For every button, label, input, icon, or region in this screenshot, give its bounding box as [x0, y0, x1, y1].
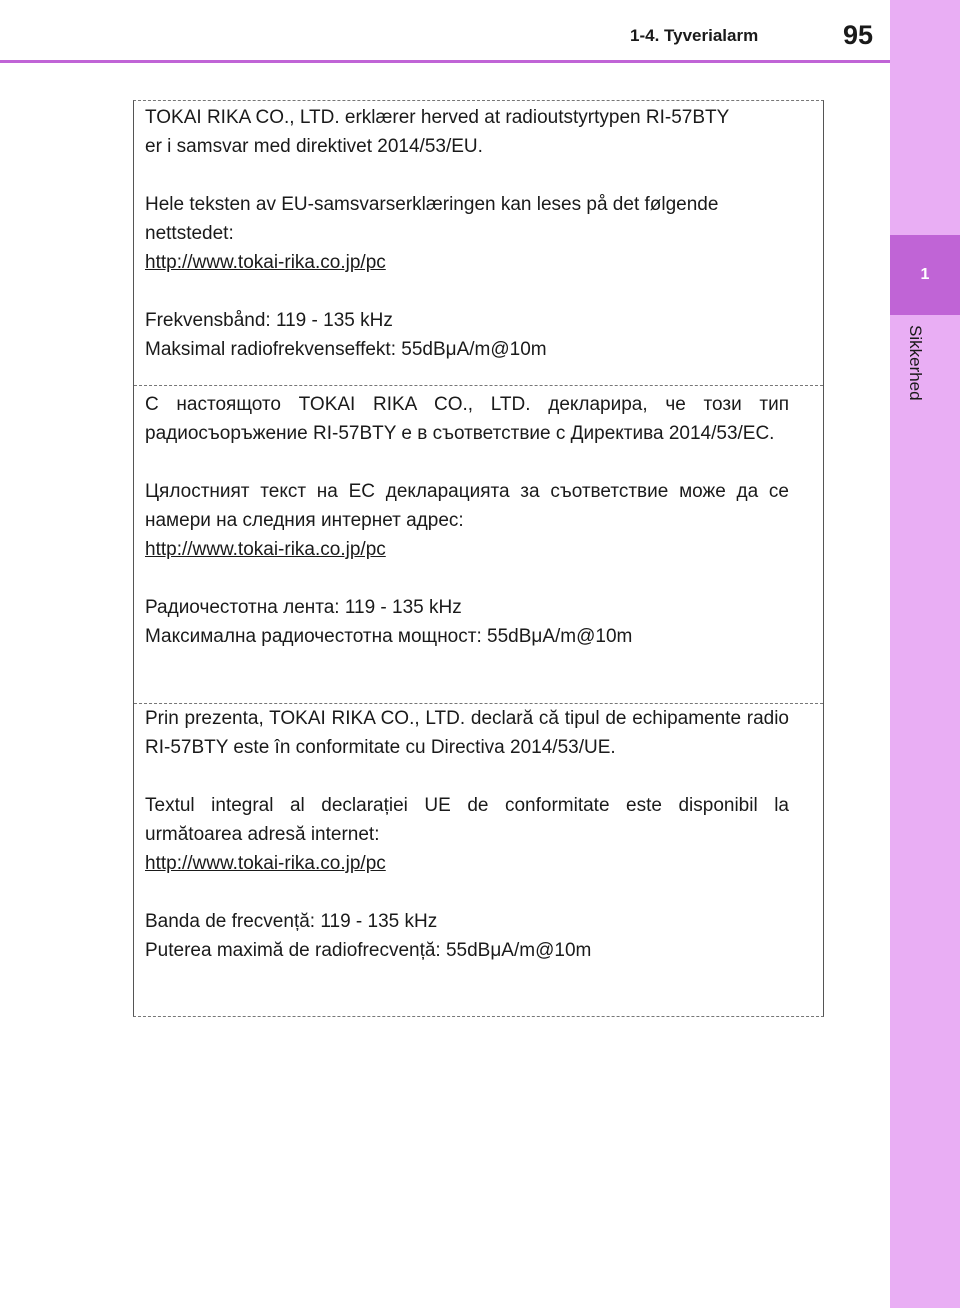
declaration-link[interactable]: http://www.tokai-rika.co.jp/pc — [145, 252, 386, 273]
text-line: Frekvensbånd: 119 - 135 kHz — [145, 310, 393, 331]
text-line: nettstedet: — [145, 223, 234, 244]
text-paragraph: С настоящото TOKAI RIKA CO., LTD. декларира, че този тип радиосъоръжение RI-57BTY е в съответствие с Директива 2014/53/ЕС. — [145, 394, 789, 444]
text-line: Максимална радиочестотна мощност: 55dBμA/m@10m — [145, 626, 633, 647]
section-title: 1-4. Tyverialarm — [630, 26, 759, 45]
text-paragraph: Textul integral al declarației UE de conformitate este disponibil la următoarea adresă internet: — [145, 795, 789, 845]
text-line: er i samsvar med direktivet 2014/53/EU. — [145, 136, 483, 157]
text-line: Hele teksten av EU-samsvarserklæringen kan leses på det følgende — [145, 194, 719, 215]
chapter-label: Sikkerhed — [906, 325, 925, 401]
declaration-section-norwegian — [134, 103, 823, 364]
declaration-section-romanian — [134, 703, 823, 965]
text-line: Радиочестотна лента: 119 - 135 kHz — [145, 597, 462, 618]
header-rule — [0, 60, 890, 63]
page-number: 95 — [843, 20, 874, 50]
chapter-tab[interactable] — [890, 235, 960, 315]
text-line: TOKAI RIKA CO., LTD. erklærer herved at radioutstyrtypen RI-57BTY — [145, 107, 730, 128]
declaration-link[interactable]: http://www.tokai-rika.co.jp/pc — [145, 539, 386, 560]
text-line: Puterea maximă de radiofrecvență: 55dBμA/m@10m — [145, 940, 592, 961]
text-line: Banda de frecvență: 119 - 135 kHz — [145, 911, 438, 932]
text-paragraph: Prin prezenta, TOKAI RIKA CO., LTD. declară că tipul de echipamente radio RI-57BTY este în conformitate cu Directiva 2014/53/UE. — [145, 708, 789, 758]
declaration-box — [133, 100, 824, 1017]
text-line: Maksimal radiofrekvenseffekt: 55dBμA/m@10m — [145, 339, 547, 360]
declaration-link[interactable]: http://www.tokai-rika.co.jp/pc — [145, 853, 386, 874]
text-paragraph: Цялостният текст на ЕС декларацията за съответствие може да се намери на следния интернет адрес: — [145, 481, 789, 531]
chapter-number: 1 — [920, 266, 930, 283]
declaration-section-bulgarian — [134, 385, 823, 651]
sidebar — [890, 0, 960, 1308]
